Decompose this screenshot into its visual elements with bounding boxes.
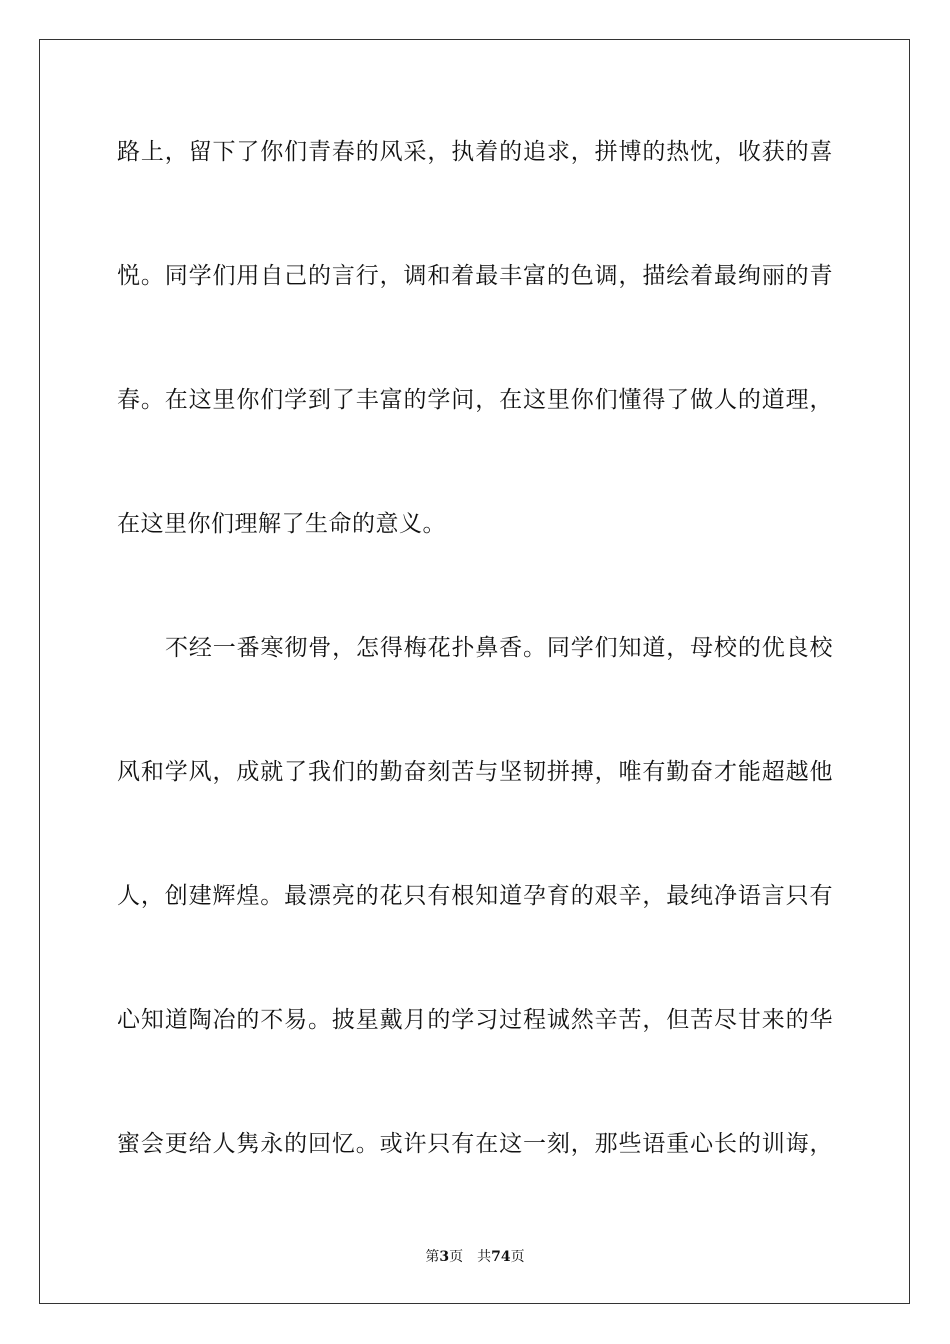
page-prefix: 第 bbox=[425, 1249, 440, 1265]
page-number: 3 bbox=[439, 1249, 450, 1265]
text-line-5: 不经一番寒彻骨，怎得梅花扑鼻香。同学们知道，母校的优良校 bbox=[165, 635, 833, 661]
total-prefix: 共 bbox=[477, 1249, 492, 1265]
total-pages: 74 bbox=[491, 1249, 511, 1265]
total-suffix: 页 bbox=[510, 1249, 525, 1265]
text-line-2: 悦。同学们用自己的言行，调和着最丰富的色调，描绘着最绚丽的青 bbox=[117, 263, 833, 289]
text-line-1: 路上，留下了你们青春的风采，执着的追求，拼博的热忱，收获的喜 bbox=[117, 139, 833, 165]
page-footer bbox=[0, 1248, 950, 1266]
text-line-9: 蜜会更给人隽永的回忆。或许只有在这一刻，那些语重心长的训诲， bbox=[117, 1131, 833, 1157]
text-line-8: 心知道陶冶的不易。披星戴月的学习过程诚然辛苦，但苦尽甘来的华 bbox=[117, 1007, 833, 1033]
text-line-6: 风和学风，成就了我们的勤奋刻苦与坚韧拼搏，唯有勤奋才能超越他 bbox=[117, 759, 833, 785]
text-line-3: 春。在这里你们学到了丰富的学问，在这里你们懂得了做人的道理， bbox=[117, 387, 833, 413]
text-line-7: 人，创建辉煌。最漂亮的花只有根知道孕育的艰辛，最纯净语言只有 bbox=[117, 883, 833, 909]
page-suffix: 页 bbox=[449, 1249, 464, 1265]
text-line-4: 在这里你们理解了生命的意义。 bbox=[117, 511, 446, 537]
page-border bbox=[39, 39, 910, 1304]
